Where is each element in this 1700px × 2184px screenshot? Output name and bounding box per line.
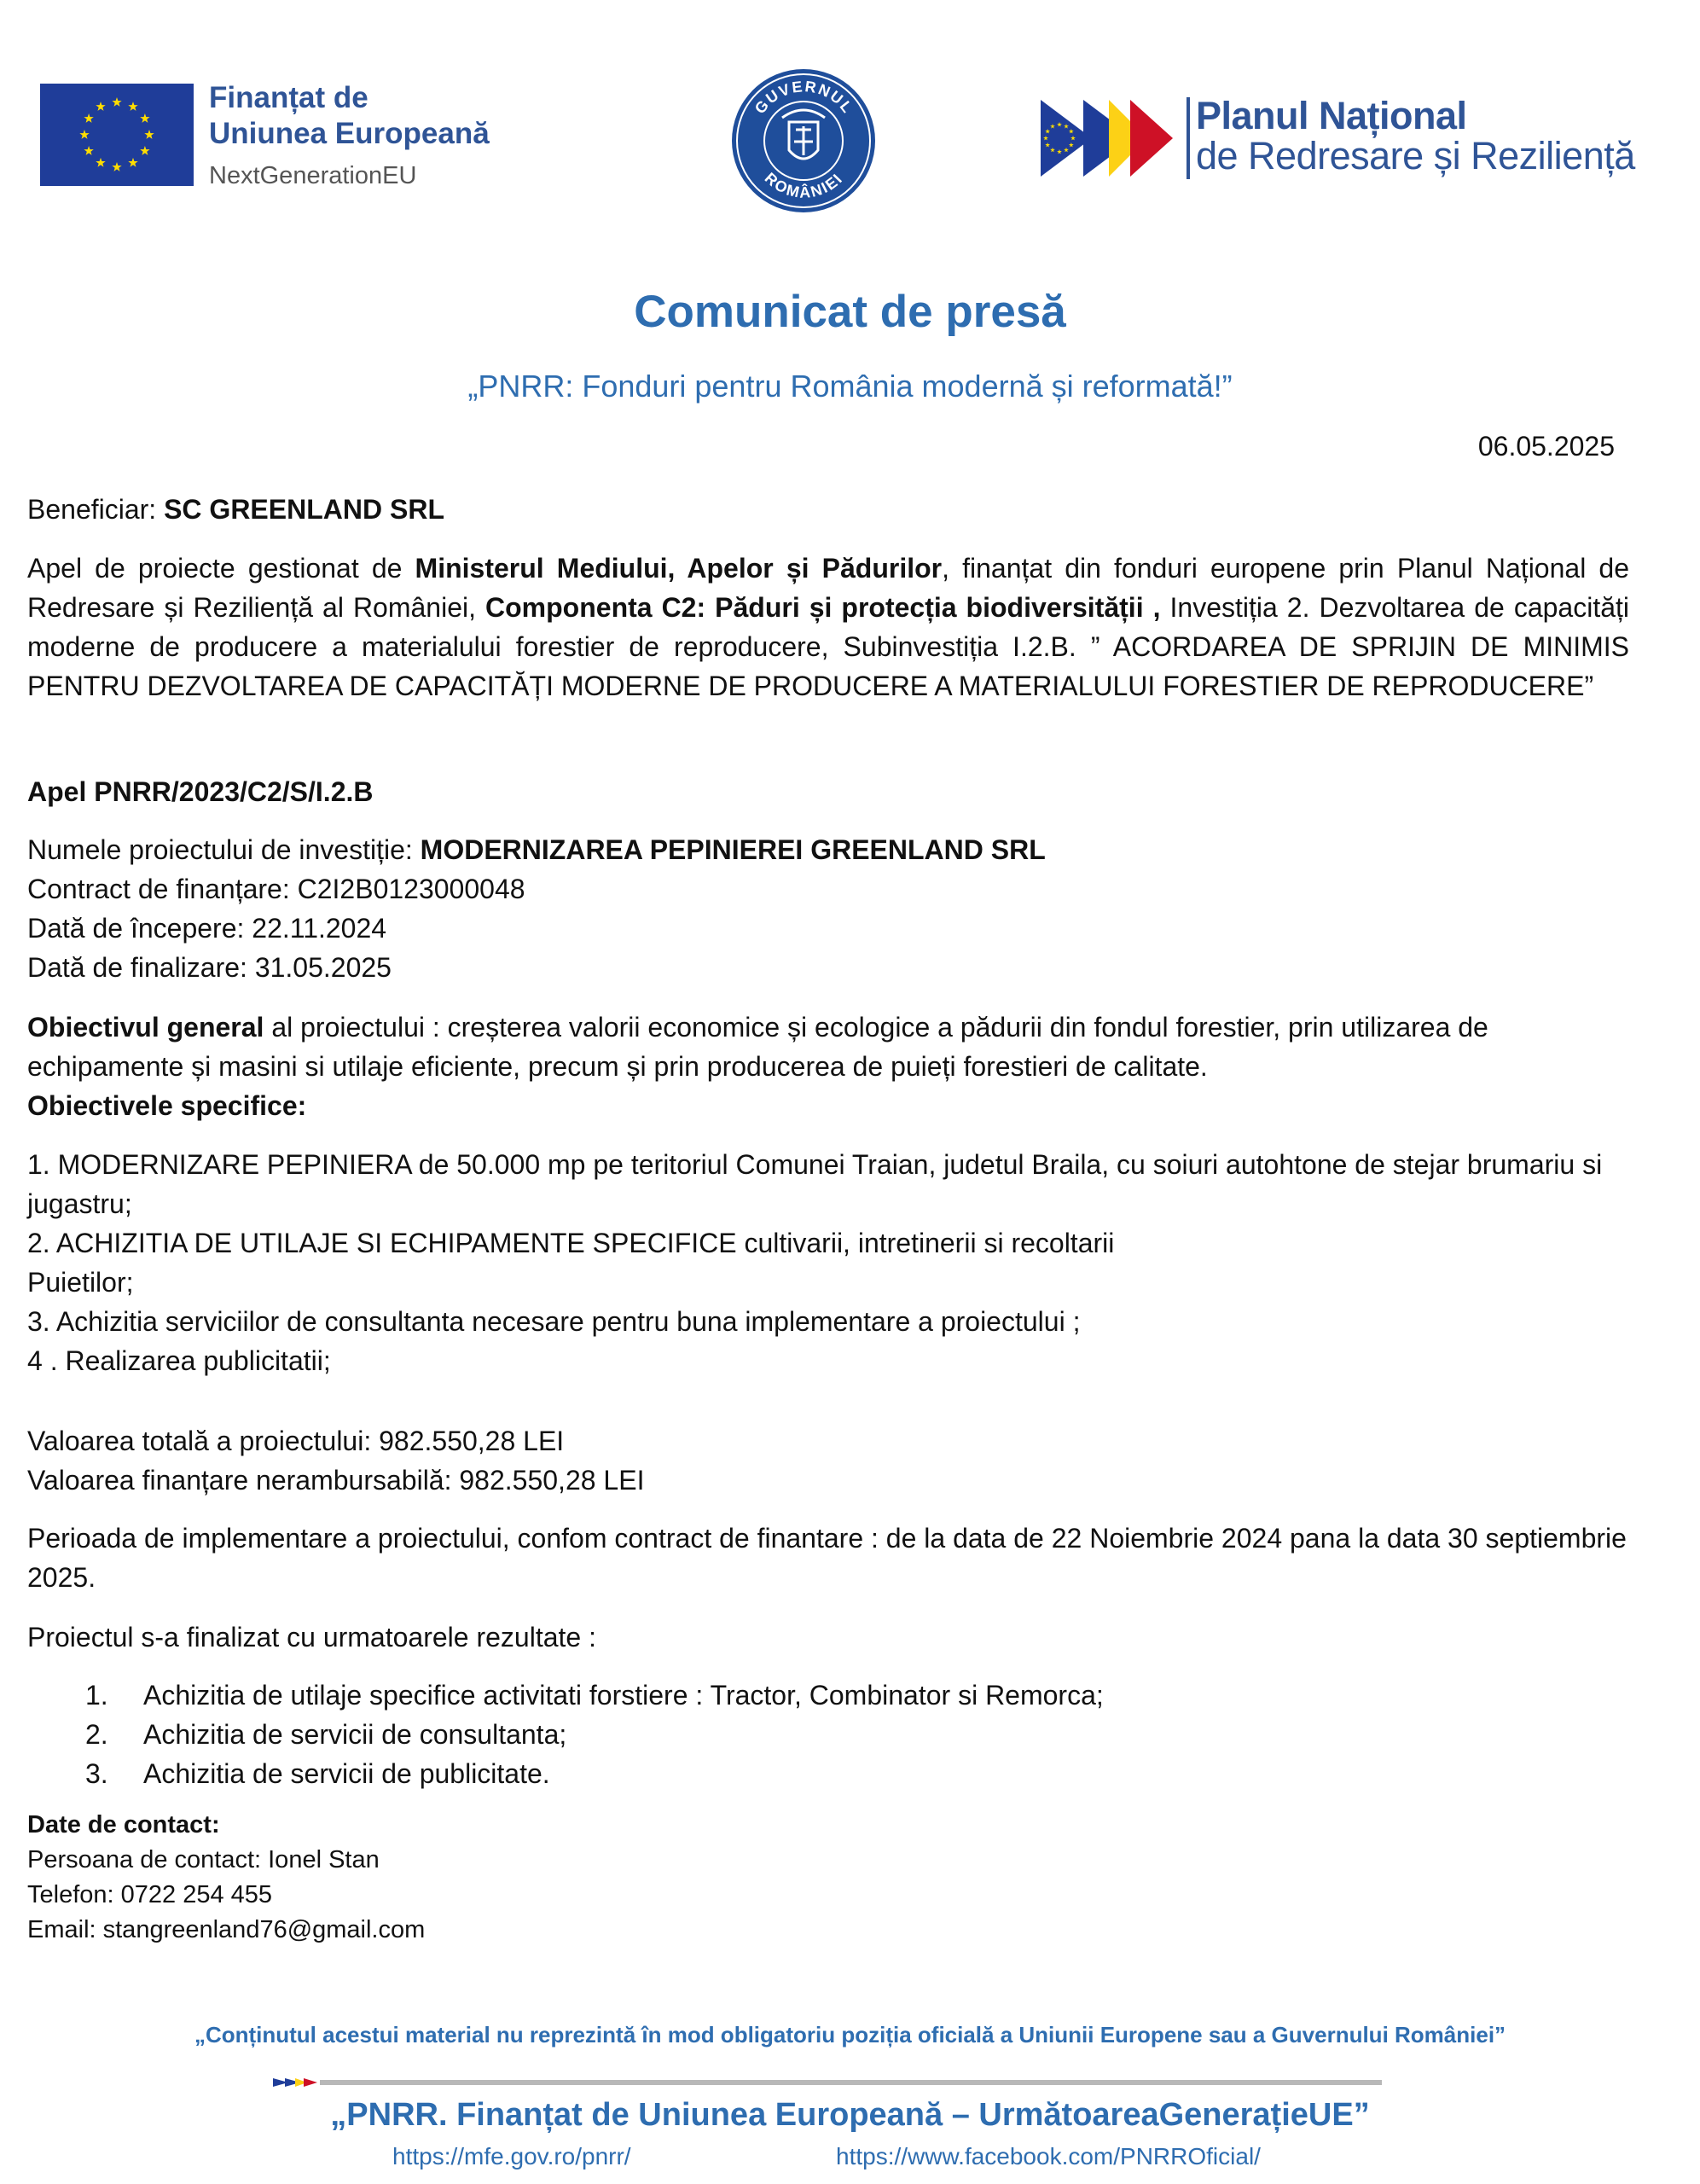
beneficiary-label: Beneficiar: bbox=[27, 494, 165, 525]
period-text: Perioada de implementare a proiectului, confom contract de finantare : de la data de 22 Noiembrie 2024 pana la data 30 septiembrie 2025. bbox=[27, 1523, 1627, 1593]
contact-phone: Telefon: 0722 254 455 bbox=[27, 1881, 273, 1908]
svg-text:GUVERNUL: GUVERNUL bbox=[751, 78, 857, 118]
results-intro: Proiectul s-a finalizat cu urmatoarele rezultate : bbox=[27, 1622, 596, 1653]
eu-star-icon bbox=[128, 102, 137, 111]
project-end-date: Dată de finalizare: 31.05.2025 bbox=[27, 952, 392, 983]
footer-title: „PNRR. Finanțat de Uniunea Europeană – UrmătoareaGenerațieUE” bbox=[330, 2097, 1370, 2133]
list-number: 3. bbox=[85, 1758, 108, 1789]
list-item: 2. ACHIZITIA DE UTILAJE SI ECHIPAMENTE SPECIFICE cultivarii, intretinerii si recoltarii bbox=[27, 1228, 1115, 1258]
footer-divider bbox=[273, 2077, 1382, 2087]
pnrr-logo-line2: de Redresare și Reziliență bbox=[1196, 134, 1635, 177]
intro-paragraph bbox=[27, 549, 1629, 706]
government-seal-logo bbox=[729, 67, 879, 216]
eu-logo-line2: Uniunea Europeană bbox=[209, 117, 490, 150]
intro-ministry: Ministerul Mediului, Apelor și Pădurilor bbox=[415, 553, 943, 584]
contact-email[interactable]: Email: stangreenland76@gmail.com bbox=[27, 1916, 426, 1943]
general-objective-label: Obiectivul general bbox=[27, 1012, 264, 1043]
specific-objectives-list bbox=[27, 1145, 1629, 1380]
total-value: Valoarea totală a proiectului: 982.550,28 LEI bbox=[27, 1426, 565, 1456]
eu-star-icon bbox=[84, 113, 93, 123]
eu-star-icon bbox=[140, 146, 149, 155]
call-reference bbox=[27, 772, 1629, 811]
list-text: Achizitia de utilaje specifice activitati forstiere : Tractor, Combinator si Remorca; bbox=[143, 1680, 1104, 1711]
eu-stars-icon bbox=[40, 84, 194, 186]
implementation-period bbox=[27, 1519, 1629, 1597]
eu-star-icon bbox=[112, 162, 121, 171]
contact-person: Persoana de contact: Ionel Stan bbox=[27, 1846, 380, 1873]
eu-star-icon bbox=[96, 158, 105, 167]
project-contract: Contract de finanțare: C2I2B0123000048 bbox=[27, 874, 525, 904]
intro-component: Componenta C2: Păduri și protecția biodiversității , bbox=[485, 592, 1161, 623]
project-start-date: Dată de începere: 22.11.2024 bbox=[27, 913, 387, 944]
eu-star-icon bbox=[96, 102, 105, 111]
eu-star-icon bbox=[128, 158, 137, 167]
specific-objectives-label: Obiectivele specifice: bbox=[27, 1090, 307, 1121]
project-name-value: MODERNIZAREA PEPINIEREI GREENLAND SRL bbox=[420, 834, 1046, 865]
svg-text:ROMÂNIEI: ROMÂNIEI bbox=[761, 169, 847, 201]
contact-heading: Date de contact: bbox=[27, 1811, 220, 1838]
list-item bbox=[27, 1676, 1629, 1715]
intro-text-2: , finanțat din fonduri europene prin Planul Național de Redresare și Reziliență al României, bbox=[27, 553, 1630, 623]
grant-value: Valoarea finanțare nerambursabilă: 982.550,28 LEI bbox=[27, 1465, 645, 1496]
eu-star-icon bbox=[112, 97, 121, 107]
pnrr-logo-text bbox=[1196, 96, 1635, 176]
eu-star-icon bbox=[144, 130, 154, 139]
list-item bbox=[27, 1754, 1629, 1793]
pnrr-logo-divider bbox=[1187, 97, 1190, 179]
list-number: 1. bbox=[85, 1680, 108, 1711]
list-item bbox=[27, 1715, 1629, 1754]
intro-text-1: Apel de proiecte gestionat de bbox=[27, 553, 415, 584]
eu-star-icon bbox=[79, 130, 89, 139]
page-title: Comunicat de presă bbox=[634, 287, 1066, 337]
list-item: 3. Achizitia serviciilor de consultanta necesare pentru buna implementare a proiectului ; bbox=[27, 1306, 1081, 1337]
list-item: 1. MODERNIZARE PEPINIERA de 50.000 mp pe teritoriul Comunei Traian, judetul Braila, cu soiuri autohtone de stejar brumariu si jugastru; bbox=[27, 1149, 1603, 1219]
results-list bbox=[27, 1676, 1629, 1793]
eu-logo-text bbox=[209, 80, 490, 152]
eu-star-icon bbox=[84, 146, 93, 155]
eu-flag-logo bbox=[40, 84, 194, 186]
list-text: Achizitia de servicii de consultanta; bbox=[143, 1719, 567, 1750]
project-details bbox=[27, 830, 1629, 987]
list-item: Puietilor; bbox=[27, 1267, 134, 1298]
intro-text-3: Investiția 2. Dezvoltarea de capacități moderne de producere a materialului forestier de reproducere, Subinvestiția I.2.B. ” ACORDAREA DE SPRIJIN DE MINIMIS PENTRU DEZVOLTAREA DE CAPACITĂȚI MODERNE DE PRODUCERE A MATERIALULUI FORESTIER DE REPRODUCERE” bbox=[27, 592, 1630, 701]
general-objective-text: al proiectului : creșterea valorii economice și ecologice a pădurii din fondul forestier, prin utilizarea de echipamente și masini si utilaje eficiente, precum și prin producerea de puieți forestieri de calitate. bbox=[27, 1012, 1488, 1082]
contact-block bbox=[27, 1808, 1629, 1948]
mfe-link[interactable]: https://mfe.gov.ro/pnrr/ bbox=[392, 2143, 631, 2169]
page-subtitle: „PNRR: Fonduri pentru România modernă și reformată!” bbox=[467, 369, 1233, 404]
list-text: Achizitia de servicii de publicitate. bbox=[143, 1758, 550, 1789]
list-number: 2. bbox=[85, 1719, 108, 1750]
eu-logo-subtext: NextGenerationEU bbox=[209, 162, 417, 189]
disclaimer-text: „Conținutul acestui material nu reprezintă în mod obligatoriu poziția oficială a Uniunii Europene sau a Guvernului României” bbox=[194, 2022, 1506, 2048]
project-values bbox=[27, 1421, 1629, 1500]
objectives-section bbox=[27, 1008, 1629, 1125]
list-item: 4 . Realizarea publicitatii; bbox=[27, 1345, 331, 1376]
facebook-link[interactable]: https://www.facebook.com/PNRROficial/ bbox=[836, 2143, 1261, 2169]
eu-logo-line1: Finanțat de bbox=[209, 81, 368, 114]
publication-date: 06.05.2025 bbox=[1477, 431, 1615, 462]
pnrr-logo-mark bbox=[1041, 96, 1181, 181]
pnrr-logo-line1: Planul Național bbox=[1196, 94, 1467, 137]
call-code: Apel PNRR/2023/C2/S/I.2.B bbox=[27, 776, 374, 807]
beneficiary-value: SC GREENLAND SRL bbox=[164, 494, 444, 525]
project-name-label: Numele proiectului de investiție: bbox=[27, 834, 421, 865]
eu-star-icon bbox=[140, 113, 149, 123]
beneficiary-line bbox=[27, 490, 1629, 529]
